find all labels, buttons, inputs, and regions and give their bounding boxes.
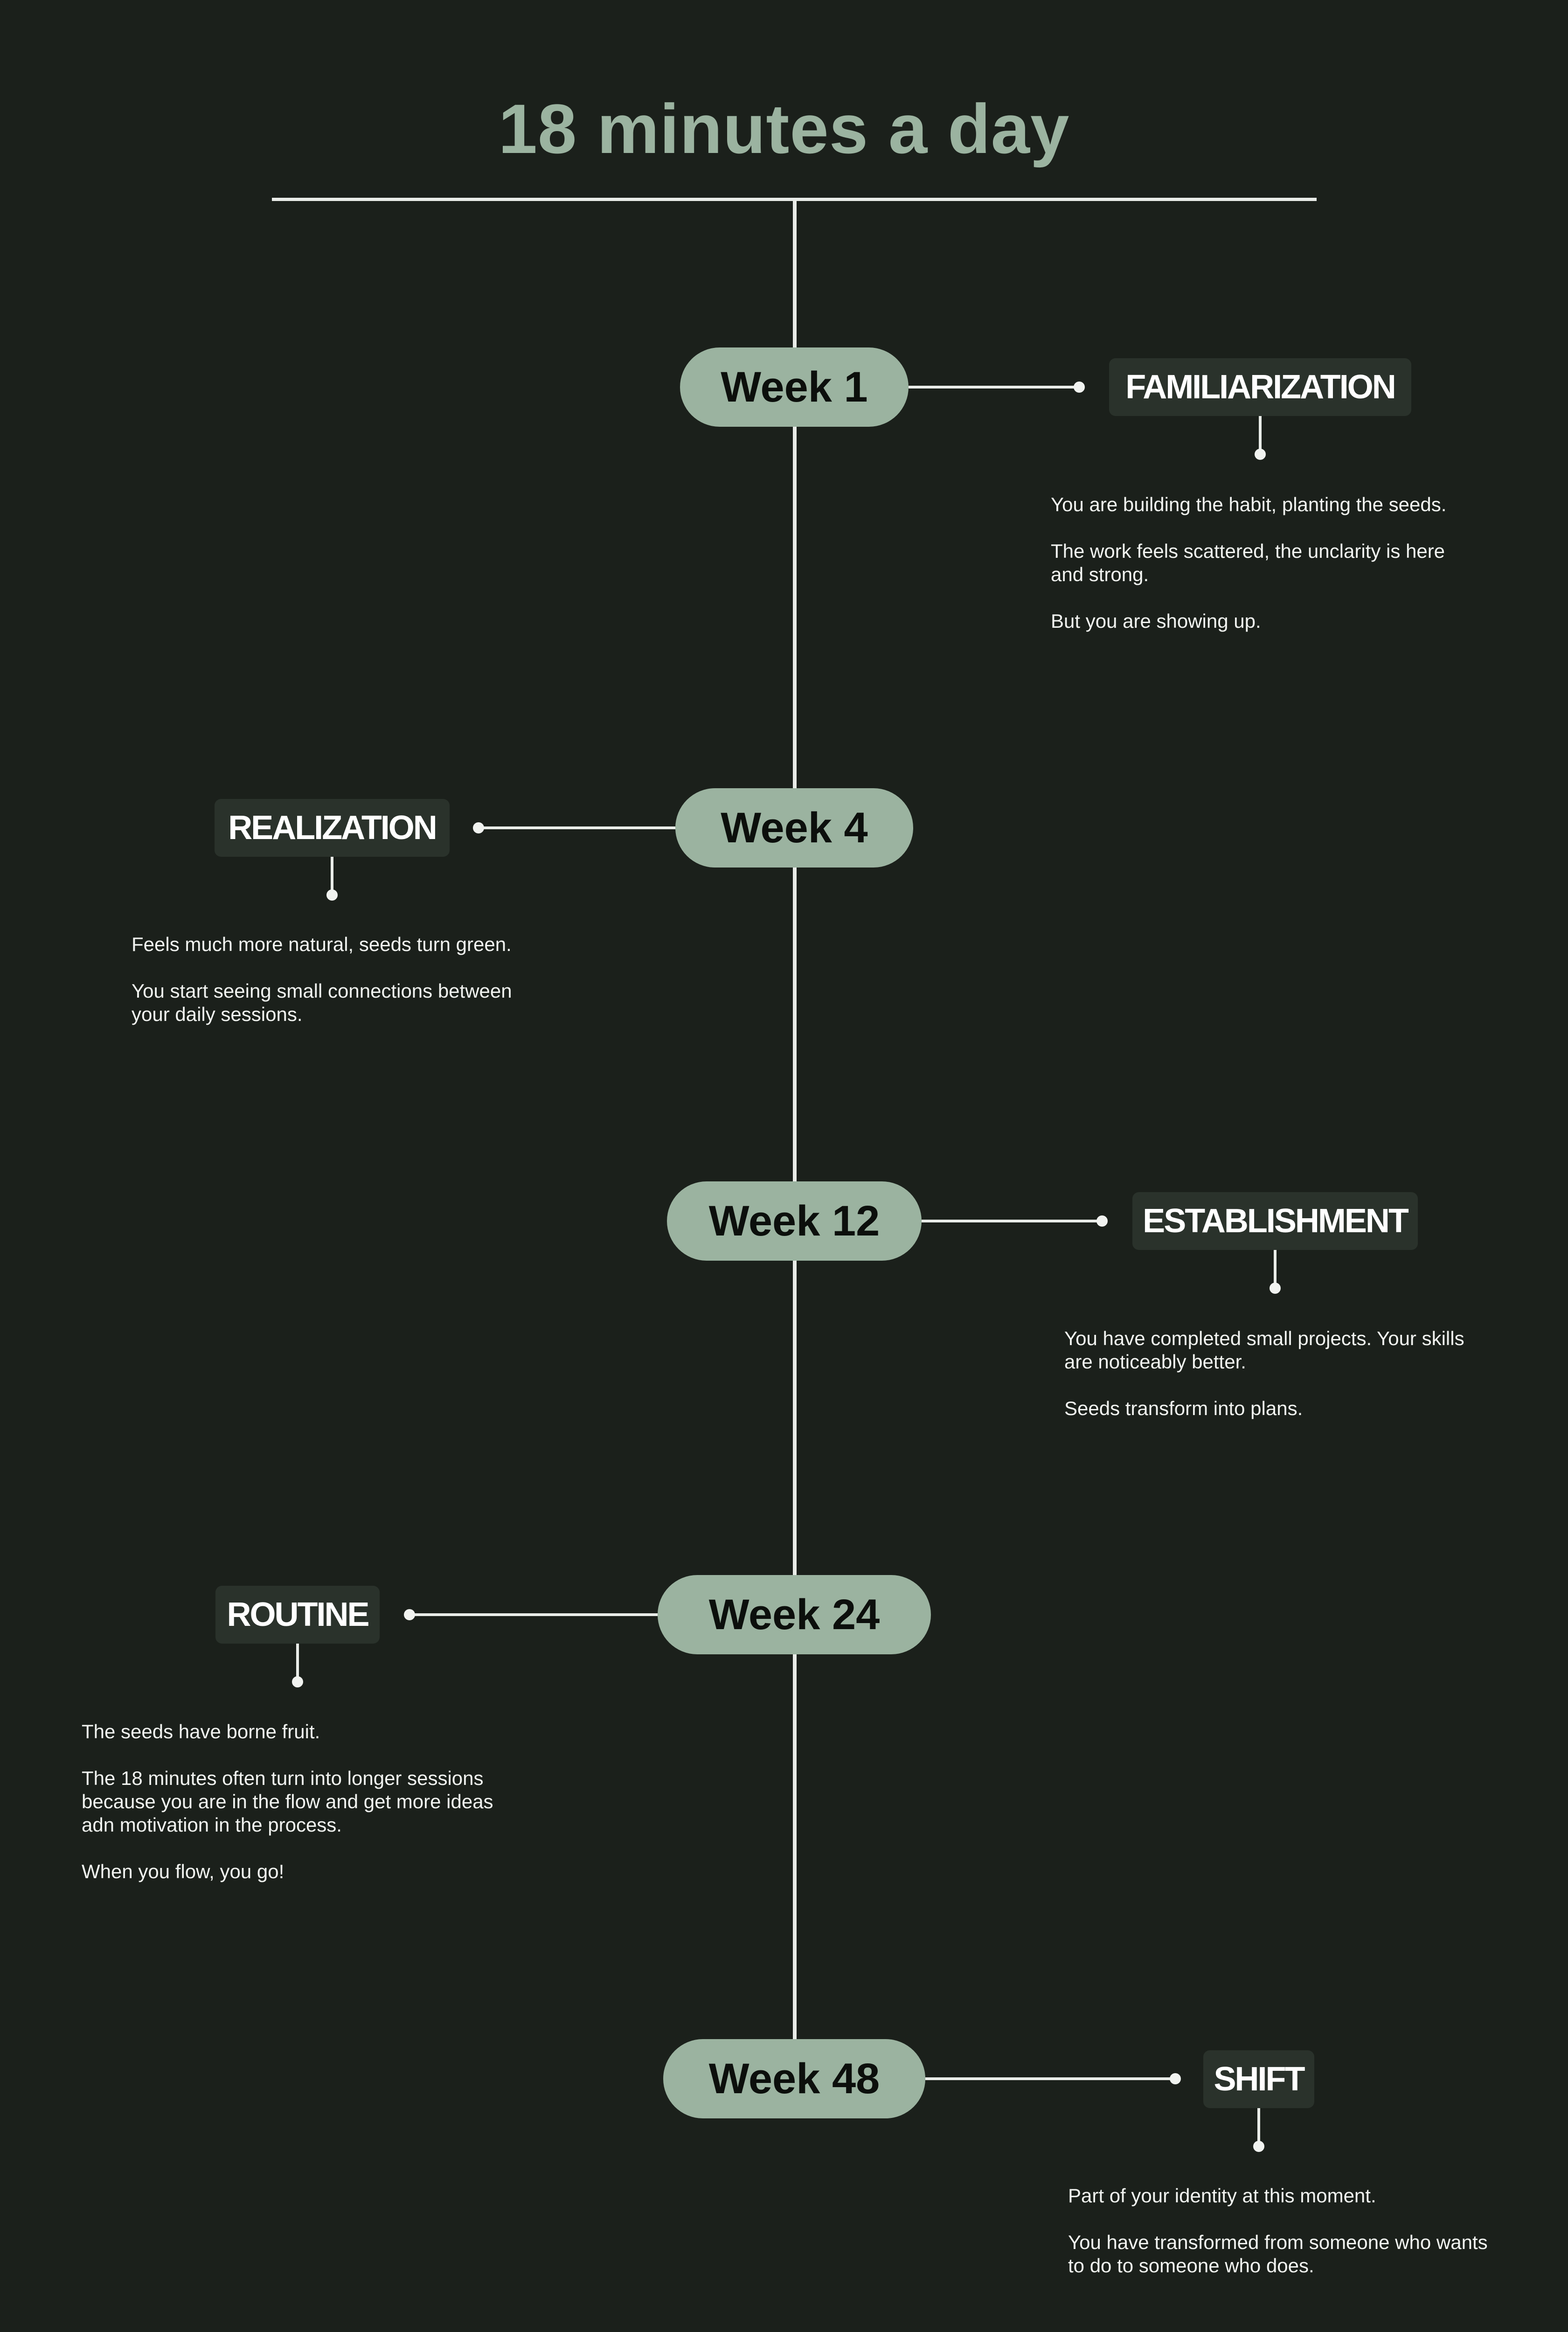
- desc-paragraph: The seeds have borne fruit.: [82, 1721, 320, 1742]
- familiarization-stem: [1259, 416, 1262, 453]
- routine-description: [82, 1720, 529, 1883]
- week-24-connector-dot: [404, 1609, 415, 1620]
- establishment-description: [1064, 1327, 1484, 1420]
- week-12-pill: Week 12: [667, 1181, 922, 1261]
- week-12-connector-dot: [1096, 1215, 1108, 1227]
- desc-paragraph: Part of your identity at this moment.: [1068, 2185, 1376, 2207]
- week-12-connector: [922, 1220, 1102, 1222]
- shift-label: SHIFT: [1203, 2050, 1314, 2108]
- establishment-label: ESTABLISHMENT: [1132, 1192, 1418, 1250]
- familiarization-description: [1051, 493, 1471, 633]
- establishment-stem: [1274, 1250, 1277, 1287]
- page-title: 18 minutes a day: [498, 90, 1070, 168]
- desc-paragraph: You have completed small projects. Your skills are noticeably better.: [1064, 1327, 1464, 1373]
- routine-stem-dot: [292, 1676, 303, 1687]
- shift-stem: [1257, 2108, 1260, 2145]
- desc-paragraph: The work feels scattered, the unclarity is here and strong.: [1051, 540, 1445, 585]
- week-1-connector-dot: [1074, 382, 1085, 393]
- realization-description: [132, 933, 551, 1026]
- timeline-line: [793, 198, 797, 2063]
- desc-paragraph: But you are showing up.: [1051, 610, 1261, 632]
- desc-paragraph: You have transformed from someone who wants to do to someone who does.: [1068, 2231, 1488, 2276]
- week-48-connector-dot: [1170, 2073, 1181, 2084]
- routine-stem: [296, 1644, 299, 1681]
- week-24-connector: [411, 1613, 658, 1616]
- realization-label: REALIZATION: [215, 799, 450, 857]
- week-1-pill: Week 1: [680, 347, 909, 427]
- familiarization-label: FAMILIARIZATION: [1109, 358, 1411, 416]
- week-4-connector-dot: [473, 822, 484, 833]
- shift-stem-dot: [1253, 2141, 1264, 2152]
- week-24-pill: Week 24: [658, 1575, 931, 1654]
- realization-stem-dot: [326, 889, 338, 901]
- week-4-connector: [479, 826, 675, 829]
- week-1-connector: [909, 386, 1079, 389]
- desc-paragraph: You are building the habit, planting the seeds.: [1051, 493, 1447, 515]
- desc-paragraph: When you flow, you go!: [82, 1860, 284, 1882]
- desc-paragraph: Feels much more natural, seeds turn green.: [132, 933, 512, 955]
- realization-stem: [331, 857, 333, 894]
- week-48-pill: Week 48: [663, 2039, 925, 2118]
- desc-paragraph: Seeds transform into plans.: [1064, 1397, 1303, 1419]
- familiarization-stem-dot: [1255, 449, 1266, 460]
- shift-description: [1068, 2184, 1488, 2277]
- desc-paragraph: The 18 minutes often turn into longer sessions because you are in the flow and get more ideas adn motivation in the process.: [82, 1767, 493, 1836]
- routine-label: ROUTINE: [215, 1586, 380, 1644]
- week-48-connector: [925, 2077, 1177, 2080]
- establishment-stem-dot: [1270, 1283, 1281, 1294]
- week-4-pill: Week 4: [675, 788, 913, 868]
- desc-paragraph: You start seeing small connections between your daily sessions.: [132, 980, 512, 1025]
